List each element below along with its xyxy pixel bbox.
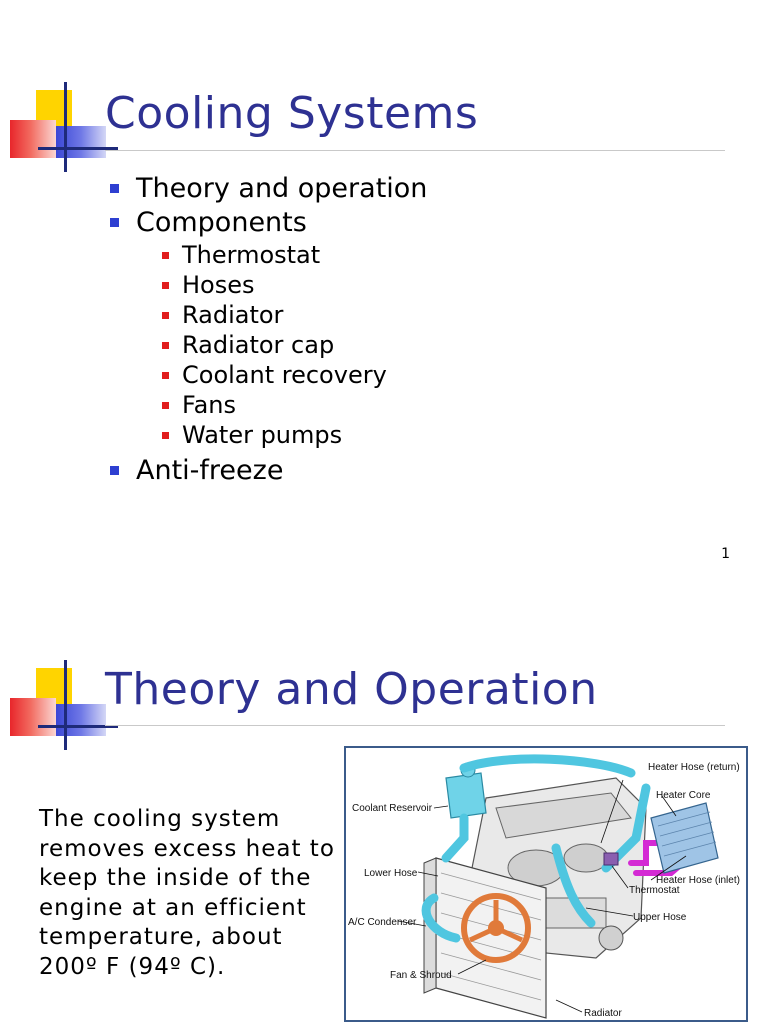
label-radiator: Radiator <box>584 1008 622 1019</box>
bullet-text: Components <box>136 207 307 238</box>
bullet-text: Anti-freeze <box>136 455 284 486</box>
page-number: 1 <box>721 546 730 562</box>
sub-bullet-list <box>110 240 427 450</box>
corner-decoration <box>0 90 110 180</box>
label-upper-hose: Upper Hose <box>633 912 687 923</box>
sub-bullet-item: Hoses <box>158 270 427 300</box>
label-heater-hose-inlet: Heater Hose (inlet) <box>656 875 740 886</box>
corner-decoration <box>0 668 110 758</box>
sub-bullet-item: Water pumps <box>158 420 427 450</box>
sub-bullet-item: Thermostat <box>158 240 427 270</box>
slide-title: Theory and Operation <box>105 664 598 715</box>
bullet-text: Theory and operation <box>136 173 428 204</box>
slide-title: Cooling Systems <box>105 88 479 139</box>
sub-bullet-item: Radiator cap <box>158 330 427 360</box>
heater-core-illustration <box>651 803 718 873</box>
sub-bullet-item: Radiator <box>158 300 427 330</box>
sub-bullet-item: Fans <box>158 390 427 420</box>
label-fan-shroud: Fan & Shroud <box>390 970 452 981</box>
label-thermostat: Thermostat <box>629 885 680 896</box>
bullet-item <box>110 206 427 240</box>
bullet-list-items <box>110 172 427 488</box>
engine-illustration <box>346 748 746 1020</box>
cooling-system-diagram <box>344 746 748 1022</box>
title-rule <box>105 725 725 726</box>
label-heater-hose-return: Heater Hose (return) <box>648 762 740 773</box>
bullet-item <box>110 172 427 206</box>
deco-vertical-line <box>64 660 67 750</box>
deco-red-square <box>10 120 56 158</box>
bullet-item <box>110 454 427 488</box>
label-coolant-reservoir: Coolant Reservoir <box>352 803 433 814</box>
label-heater-core: Heater Core <box>656 790 711 801</box>
sub-bullet-item: Coolant recovery <box>158 360 427 390</box>
body-paragraph: The cooling system removes excess heat to keep the inside of the engine at an efficient temperature, about 200º F (94º C). <box>39 806 335 980</box>
thermostat-illustration <box>604 853 618 865</box>
deco-red-square <box>10 698 56 736</box>
coolant-reservoir-illustration <box>446 773 486 818</box>
label-ac-condenser: A/C Condenser <box>348 917 417 928</box>
label-lower-hose: Lower Hose <box>364 868 418 879</box>
deco-vertical-line <box>64 82 67 172</box>
title-rule <box>105 150 725 151</box>
bullet-list <box>110 172 427 488</box>
